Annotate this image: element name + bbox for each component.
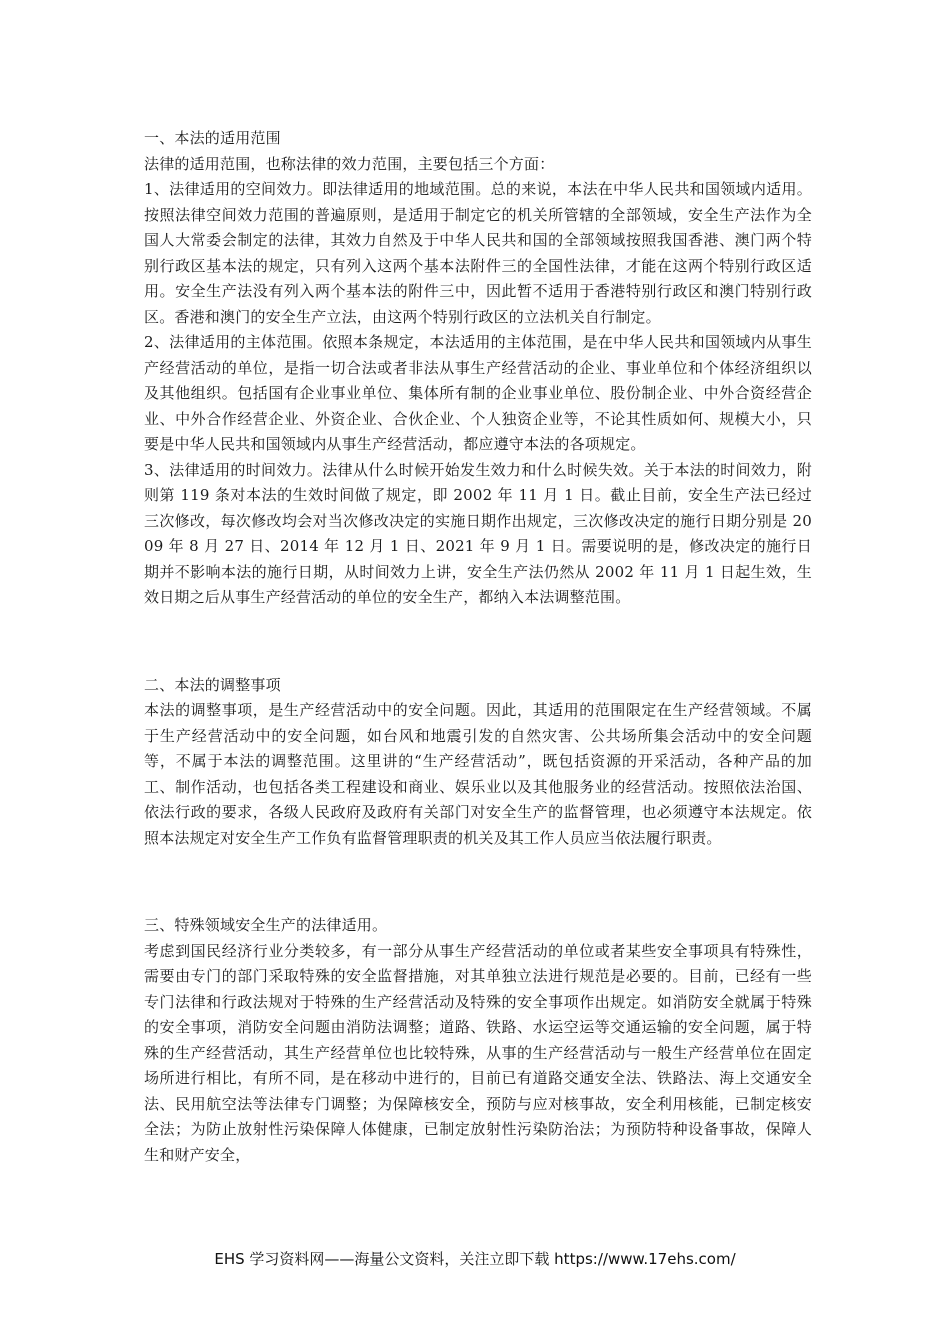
paragraph: 考虑到国民经济行业分类较多，有一部分从事生产经营活动的单位或者某些安全事项具有特殊性，需要由专门的部门采取特殊的安全监督措施，对其单独立法进行规范是必要的。目前，已经有一些专门法律和行政法规对于特殊的生产经营活动及特殊的安全事项作出规定。如消防安全就属于特殊的安全事项，消防安全问题由消防法调整；道路、铁路、水运空运等交通运输的安全问题，属于特殊的生产经营活动，其生产经营单位也比较特殊，从事的生产经营活动与一般生产经营单位在固定场所进行相比，有所不同，是在移动中进行的，目前已有道路交通安全法、铁路法、海上交通安全法、民用航空法等法律专门调整；为保障核安全，预防与应对核事故，安全利用核能，已制定核安全法；为防止放射性污染保障人体健康，已制定放射性污染防治法；为预防特种设备事故，保障人生和财产安全， — [144, 941, 812, 1164]
section-heading: 一、本法的适用范围 — [144, 129, 281, 147]
paragraph: 2、法律适用的主体范围。依照本条规定，本法适用的主体范围，是在中华人民共和国领域内从事生产经营活动的单位，是指一切合法或者非法从事生产经营活动的企业、事业单位和个体经济组织以及其他组织。包括国有企业事业单位、集体所有制的企业事业单位、股份制企业、中外合资经营企业、中外合作经营企业、外资企业、合伙企业、个人独资企业等，不论其性质如何、规模大小，只要是中华人民共和国领域内从事生产经营活动，都应遵守本法的各项规定。 — [144, 333, 812, 453]
paragraph: 3、法律适用的时间效力。法律从什么时候开始发生效力和什么时候失效。关于本法的时间效力，附则第 119 条对本法的生效时间做了规定，即 2002 年 11 月 1 日。截止目前，安全生产法已经过三次修改，每次修改均会对当次修改决定的实施日期作出规定，三次修改决定的施行日期分别是 2009 年 8 月 27 日、2014 年 12 月 1 日、2021 年 9 月 1 日。需要说明的是，修改决定的施行日期并不影响本法的施行日期，从时间效力上讲，安全生产法仍然从 2002 年 11 月 1 日起生效，生效日期之后从事生产经营活动的单位的安全生产，都纳入本法调整范围。 — [144, 460, 812, 606]
section-adjustment — [144, 673, 812, 852]
paragraph: 法律的适用范围，也称法律的效力范围，主要包括三个方面： — [144, 154, 555, 173]
document-body — [144, 126, 812, 1168]
paragraph: 本法的调整事项，是生产经营活动中的安全问题。因此，其适用的范围限定在生产经营领域。不属于生产经营活动中的安全问题，如台风和地震引发的自然灾害、公共场所集会活动中的安全问题等，不属于本法的调整范围。这里讲的“生产经营活动”，既包括资源的开采活动，各种产品的加工、制作活动，也包括各类工程建设和商业、娱乐业以及其他服务业的经营活动。按照依法治国、依法行政的要求，各级人民政府及政府有关部门对安全生产的监督管理，也必须遵守本法规定。依照本法规定对安全生产工作负有监督管理职责的机关及其工作人员应当依法履行职责。 — [144, 701, 812, 847]
section-scope — [144, 126, 812, 611]
section-heading: 二、本法的调整事项 — [144, 675, 281, 694]
page-footer: EHS 学习资料网——海量公文资料，关注立即下载 https://www.17ehs.com/ — [214, 1250, 736, 1268]
paragraph: 1、法律适用的空间效力。即法律适用的地域范围。总的来说，本法在中华人民共和国领域内适用。按照法律空间效力范围的普遍原则，是适用于制定它的机关所管辖的全部领域，安全生产法作为全国人大常委会制定的法律，其效力自然及于中华人民共和国的全部领域按照我国香港、澳门两个特别行政区基本法的规定，只有列入这两个基本法附件三的全国性法律，才能在这两个特别行政区适用。安全生产法没有列入两个基本法的附件三中，因此暂不适用于香港特别行政区和澳门特别行政区。香港和澳门的安全生产立法，由这两个特别行政区的立法机关自行制定。 — [144, 180, 812, 326]
section-heading: 三、特殊领域安全生产的法律适用。 — [144, 916, 388, 934]
section-special-fields — [144, 913, 812, 1168]
